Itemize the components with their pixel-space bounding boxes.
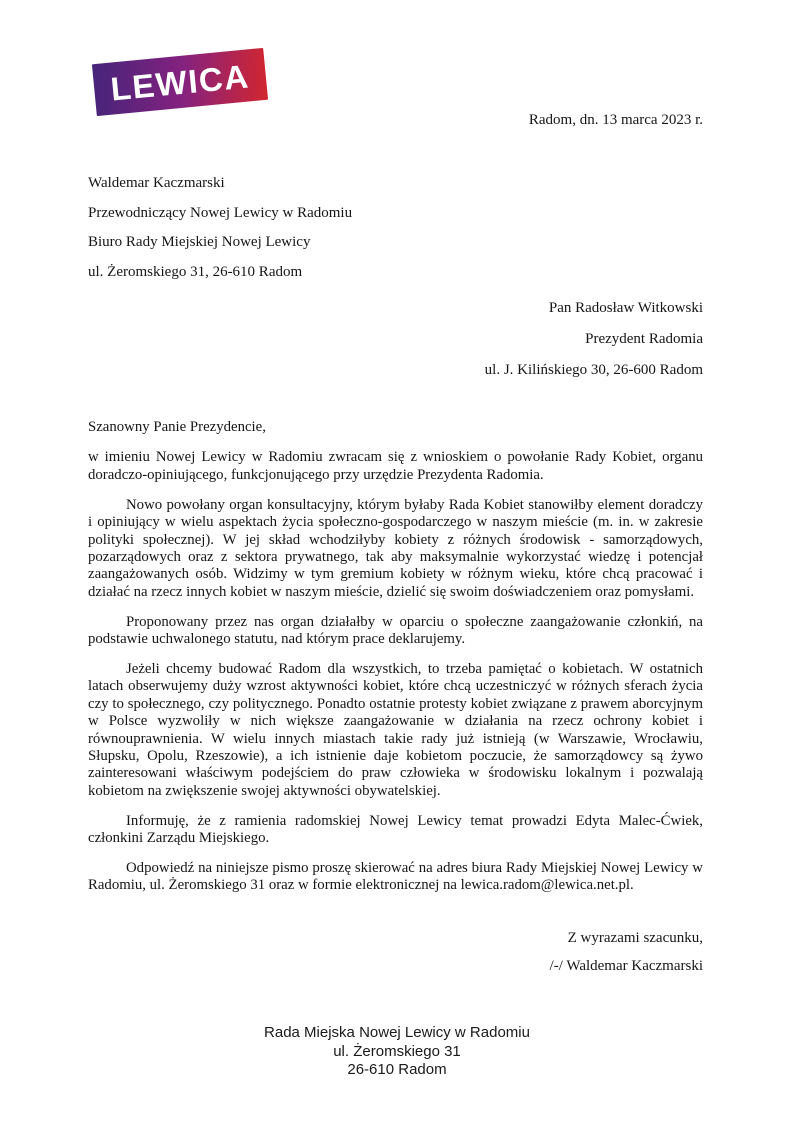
body-paragraph: Informuję, że z ramienia radomskiej Nowej Lewicy temat prowadzi Edyta Malec-Ćwiek, członkini Zarządu Miejskiego. [88, 812, 703, 847]
valediction: Z wyrazami szacunku, [567, 930, 703, 946]
footer-street: ul. Żeromskiego 31 [333, 1042, 461, 1060]
closing-block [550, 930, 703, 975]
body-paragraph: Jeżeli chcemy budować Radom dla wszystkich, to trzeba pamiętać o kobietach. W ostatnich latach obserwujemy duży wzrost aktywności kobiet, które chcą uczestniczyć w różnych sferach życia czy to społecznego, czy politycznego. Ponadto ostatnie protesty kobiet związane z prawem aborcyjnym w Polsce wyzwoliły w nich większe zaangażowanie w działania na rzecz ochrony kobiet i równouprawnienia. W wielu innych miastach takie rady już istnieją (w Warszawie, Wrocławiu, Słupsku, Opolu, Rzeszowie), a ich istnienie daje kobietom poczucie, że samorządowcy są żywo zainteresowani właściwym podejściem do praw człowieka w środowisku lokalnym i pozwalają kobietom na zwiększenie swojej aktywności obywatelskiej. [88, 660, 703, 799]
sender-title: Przewodniczący Nowej Lewicy w Radomiu [88, 204, 353, 221]
footer-block [0, 1024, 794, 1080]
footer-city: 26-610 Radom [347, 1061, 447, 1078]
sender-address: ul. Żeromskiego 31, 26-610 Radom [88, 263, 303, 280]
lewica-logo [92, 48, 268, 116]
body-paragraph: Proponowany przez nas organ działałby w oparciu o społeczne zaangażowanie członkiń, na podstawie uchwalonego statutu, nad którym prace deklarujemy. [88, 613, 703, 648]
recipient-address: ul. J. Kilińskiego 30, 26-600 Radom [484, 362, 703, 378]
salutation: Szanowny Panie Prezydencie, [88, 419, 266, 435]
recipient-name: Pan Radosław Witkowski [548, 300, 703, 316]
body-paragraph: Nowo powołany organ konsultacyjny, którym byłaby Rada Kobiet stanowiłby element doradczy i opiniujący w wielu aspektach życia społeczno-gospodarczego w naszym mieście (m. in. w zakresie polityki społecznej). W jej skład wchodziłyby kobiety z różnych środowisk - samorządowych, pozarządowych oraz z sektora prywatnego, tak aby maksymalnie wykorzystać wiedzę i potencjał zaangażowanych osób. Widzimy w tym gremium kobiety w różnym wieku, które chcą pracować i działać na rzecz innych kobiet w naszym mieście, dzielić się swoim doświadczeniem oraz pomysłami. [88, 496, 703, 600]
sender-block [88, 169, 352, 287]
footer-org: Rada Miejska Nowej Lewicy w Radomiu [264, 1024, 530, 1041]
date-line: Radom, dn. 13 marca 2023 r. [528, 112, 703, 128]
sender-office: Biuro Rady Miejskiej Nowej Lewicy [88, 234, 311, 250]
signature: /-/ Waldemar Kaczmarski [549, 958, 703, 974]
body-paragraph: Odpowiedź na niniejsze pismo proszę skierować na adres biura Rady Miejskiej Nowej Lewicy w Radomiu, ul. Żeromskiego 31 oraz w formie elektronicznej na lewica.radom@lewica.net.pl. [88, 860, 703, 894]
letter-body [88, 419, 703, 907]
recipient-title: Prezydent Radomia [585, 331, 703, 347]
body-paragraph: w imieniu Nowej Lewicy w Radomiu zwracam się z wnioskiem o powołanie Rady Kobiet, organu doradczo-opiniującego, funkcjonującego przy urzędzie Prezydenta Radomia. [88, 449, 703, 483]
sender-name: Waldemar Kaczmarski [88, 175, 225, 191]
lewica-logo-text: LEWICA [108, 56, 252, 108]
recipient-block [485, 293, 703, 386]
